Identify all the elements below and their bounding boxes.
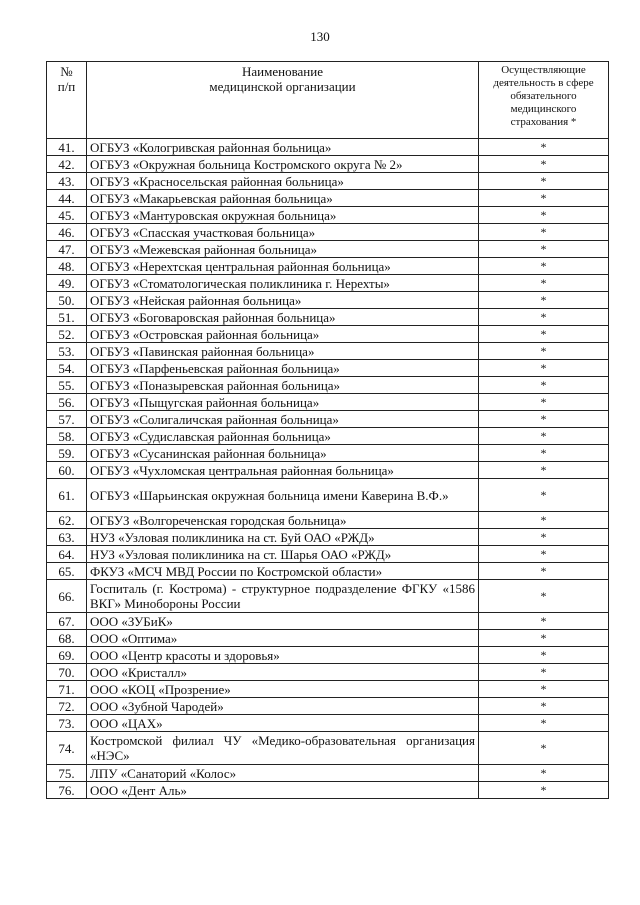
page-number: 130 (310, 29, 330, 44)
table-row (47, 139, 609, 156)
table-row (47, 698, 609, 715)
organization-name: ОГБУЗ «Нейская районная больница» (87, 292, 479, 309)
oms-activity-mark: * (479, 377, 609, 394)
organization-name: ОГБУЗ «Мантуровская окружная больница» (87, 207, 479, 224)
row-number: 52. (47, 326, 87, 343)
organization-name: ОГБУЗ «Красносельская районная больница» (87, 173, 479, 190)
table-row (47, 765, 609, 782)
oms-activity-mark: * (479, 275, 609, 292)
table-body (47, 139, 609, 799)
table-row (47, 563, 609, 580)
table-row (47, 224, 609, 241)
oms-activity-mark: * (479, 462, 609, 479)
organization-name: ОГБУЗ «Шарьинская окружная больница имени Каверина В.Ф.» (87, 479, 479, 512)
oms-activity-mark: * (479, 309, 609, 326)
table-row (47, 428, 609, 445)
oms-activity-mark: * (479, 613, 609, 630)
table-row (47, 173, 609, 190)
oms-activity-mark: * (479, 139, 609, 156)
table-row (47, 512, 609, 529)
row-number: 43. (47, 173, 87, 190)
table-row (47, 258, 609, 275)
oms-activity-mark: * (479, 479, 609, 512)
organization-name: ОГБУЗ «Кологривская районная больница» (87, 139, 479, 156)
organization-name: ОГБУЗ «Островская районная больница» (87, 326, 479, 343)
oms-activity-mark: * (479, 563, 609, 580)
organization-name: ООО «Кристалл» (87, 664, 479, 681)
row-number: 65. (47, 563, 87, 580)
row-number: 59. (47, 445, 87, 462)
organization-name: ОГБУЗ «Стоматологическая поликлиника г. Нерехты» (87, 275, 479, 292)
organization-name: ОГБУЗ «Чухломская центральная районная больница» (87, 462, 479, 479)
table-row (47, 580, 609, 613)
row-number: 47. (47, 241, 87, 258)
organization-name: Костромской филиал ЧУ «Медико-образовательная организация «НЭС» (87, 732, 479, 765)
row-number: 76. (47, 782, 87, 799)
oms-activity-mark: * (479, 698, 609, 715)
organization-name: ОГБУЗ «Солигаличская районная больница» (87, 411, 479, 428)
row-number: 72. (47, 698, 87, 715)
row-number: 54. (47, 360, 87, 377)
organization-name: ОГБУЗ «Пыщугская районная больница» (87, 394, 479, 411)
oms-activity-mark: * (479, 394, 609, 411)
oms-activity-mark: * (479, 732, 609, 765)
header-oms-activity: Осуществляющие деятельность в сфере обязательного медицинского страхования * (479, 62, 609, 139)
header-organization-name: Наименование медицинской организации (87, 62, 479, 139)
table-row (47, 326, 609, 343)
row-number: 71. (47, 681, 87, 698)
organization-name: ОГБУЗ «Павинская районная больница» (87, 343, 479, 360)
row-number: 50. (47, 292, 87, 309)
organization-name: ООО «ЦАХ» (87, 715, 479, 732)
oms-activity-mark: * (479, 512, 609, 529)
table-row (47, 664, 609, 681)
oms-activity-mark: * (479, 343, 609, 360)
table-row (47, 360, 609, 377)
oms-activity-mark: * (479, 681, 609, 698)
organization-name: ОГБУЗ «Сусанинская районная больница» (87, 445, 479, 462)
table-row (47, 732, 609, 765)
row-number: 75. (47, 765, 87, 782)
row-number: 53. (47, 343, 87, 360)
row-number: 70. (47, 664, 87, 681)
table-row (47, 546, 609, 563)
organization-name: ООО «Оптима» (87, 630, 479, 647)
organization-name: ОГБУЗ «Волгореченская городская больница» (87, 512, 479, 529)
row-number: 46. (47, 224, 87, 241)
row-number: 45. (47, 207, 87, 224)
organization-name: ОГБУЗ «Парфеньевская районная больница» (87, 360, 479, 377)
organization-name: ОГБУЗ «Спасская участковая больница» (87, 224, 479, 241)
table-row (47, 377, 609, 394)
oms-activity-mark: * (479, 292, 609, 309)
organization-name: ОГБУЗ «Боговаровская районная больница» (87, 309, 479, 326)
oms-activity-mark: * (479, 445, 609, 462)
row-number: 67. (47, 613, 87, 630)
row-number: 69. (47, 647, 87, 664)
oms-activity-mark: * (479, 156, 609, 173)
row-number: 60. (47, 462, 87, 479)
organization-name: ОГБУЗ «Поназыревская районная больница» (87, 377, 479, 394)
table-row (47, 681, 609, 698)
row-number: 41. (47, 139, 87, 156)
oms-activity-mark: * (479, 664, 609, 681)
table-row (47, 292, 609, 309)
oms-activity-mark: * (479, 529, 609, 546)
table-header-row (47, 62, 609, 139)
organization-name: НУЗ «Узловая поликлиника на ст. Шарья ОАО «РЖД» (87, 546, 479, 563)
row-number: 58. (47, 428, 87, 445)
organization-name: НУЗ «Узловая поликлиника на ст. Буй ОАО «РЖД» (87, 529, 479, 546)
organization-name: ООО «Центр красоты и здоровья» (87, 647, 479, 664)
table-row (47, 394, 609, 411)
oms-activity-mark: * (479, 360, 609, 377)
organization-name: ООО «КОЦ «Прозрение» (87, 681, 479, 698)
organization-name: Госпиталь (г. Кострома) - структурное подразделение ФГКУ «1586 ВКГ» Минобороны России (87, 580, 479, 613)
oms-activity-mark: * (479, 630, 609, 647)
oms-activity-mark: * (479, 224, 609, 241)
row-number: 51. (47, 309, 87, 326)
organization-name: ЛПУ «Санаторий «Колос» (87, 765, 479, 782)
table-row (47, 207, 609, 224)
row-number: 48. (47, 258, 87, 275)
table-row (47, 630, 609, 647)
row-number: 74. (47, 732, 87, 765)
row-number: 73. (47, 715, 87, 732)
oms-activity-mark: * (479, 715, 609, 732)
row-number: 44. (47, 190, 87, 207)
table-row (47, 445, 609, 462)
table-row (47, 479, 609, 512)
row-number: 42. (47, 156, 87, 173)
table-row (47, 462, 609, 479)
row-number: 61. (47, 479, 87, 512)
table-row (47, 782, 609, 799)
oms-activity-mark: * (479, 411, 609, 428)
oms-activity-mark: * (479, 326, 609, 343)
row-number: 56. (47, 394, 87, 411)
oms-activity-mark: * (479, 241, 609, 258)
organization-name: ФКУЗ «МСЧ МВД России по Костромской области» (87, 563, 479, 580)
organization-name: ОГБУЗ «Нерехтская центральная районная больница» (87, 258, 479, 275)
organization-name: ОГБУЗ «Межевская районная больница» (87, 241, 479, 258)
oms-activity-mark: * (479, 580, 609, 613)
table-row (47, 190, 609, 207)
oms-activity-mark: * (479, 546, 609, 563)
row-number: 64. (47, 546, 87, 563)
table-row (47, 275, 609, 292)
oms-activity-mark: * (479, 173, 609, 190)
header-number: № п/п (47, 62, 87, 139)
row-number: 68. (47, 630, 87, 647)
organization-name: ОГБУЗ «Судиславская районная больница» (87, 428, 479, 445)
organization-name: ООО «Зубной Чародей» (87, 698, 479, 715)
table-row (47, 241, 609, 258)
row-number: 57. (47, 411, 87, 428)
organization-name: ОГБУЗ «Окружная больница Костромского округа № 2» (87, 156, 479, 173)
table-row (47, 647, 609, 664)
row-number: 62. (47, 512, 87, 529)
oms-activity-mark: * (479, 258, 609, 275)
oms-activity-mark: * (479, 207, 609, 224)
row-number: 49. (47, 275, 87, 292)
table-row (47, 309, 609, 326)
row-number: 63. (47, 529, 87, 546)
table-row (47, 156, 609, 173)
organization-name: ООО «ЗУБиК» (87, 613, 479, 630)
table-row (47, 343, 609, 360)
medical-organizations-table (46, 61, 609, 799)
oms-activity-mark: * (479, 765, 609, 782)
row-number: 66. (47, 580, 87, 613)
organization-name: ОГБУЗ «Макарьевская районная больница» (87, 190, 479, 207)
organization-name: ООО «Дент Аль» (87, 782, 479, 799)
row-number: 55. (47, 377, 87, 394)
table-row (47, 411, 609, 428)
oms-activity-mark: * (479, 782, 609, 799)
oms-activity-mark: * (479, 190, 609, 207)
oms-activity-mark: * (479, 647, 609, 664)
table-row (47, 715, 609, 732)
oms-activity-mark: * (479, 428, 609, 445)
table-row (47, 613, 609, 630)
table-row (47, 529, 609, 546)
